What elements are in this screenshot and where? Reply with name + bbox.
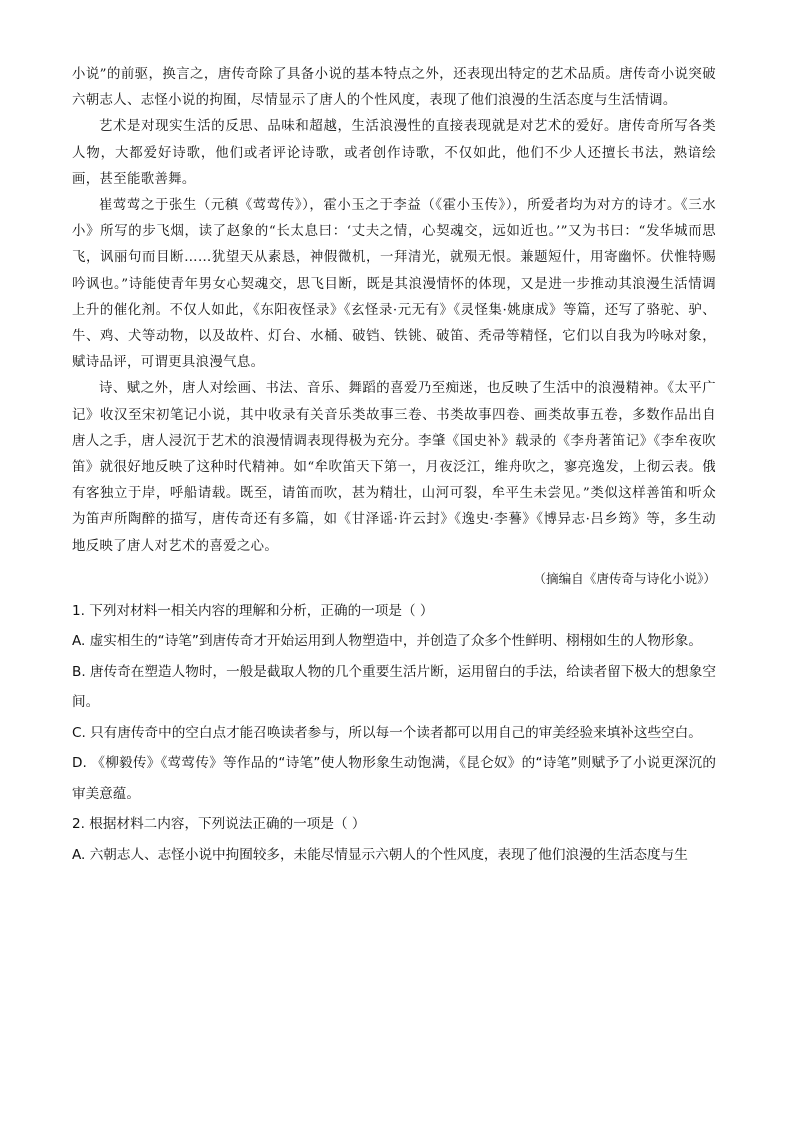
question-option: A. 虚实相生的“诗笔”到唐传奇才开始运用到人物塑造中，并创造了众多个性鲜明、栩栩如生的人物形象。	[72, 633, 702, 650]
question-option: C. 只有唐传奇中的空白点才能召唤读者参与，所以每一个读者都可以用自己的审美经验来填补这些空白。	[72, 724, 702, 741]
passage-paragraph: 崔莺莺之于张生（元稹《莺莺传》），霍小玉之于李益（《霍小玉传》），所爱者均为对方的诗才。《三水小》所写的步飞烟，读了赵象的“长太息曰：‘丈夫之情，心契魂交，远如近也。’”又为书曰：“发华城而思飞，讽丽句而目断……犹望天从素恳，神假微机，一拜清光，就殒无恨。兼题短什，用寄幽怀。伏惟特赐吟讽也。”诗能使青年男女心契魂交，思飞目断，既是其浪漫情怀的体现，又是进一步推动其浪漫生活情调上升的催化剂。不仅人如此，《东阳夜怪录》《玄怪录·元无有》《灵怪集·姚康成》等篇，还写了骆驼、驴、牛、鸡、犬等动物，以及故杵、灯台、水桶、破铛、铁铫、破笛、秃帚等精怪，它们以自我为吟咏对象，赋诗品评，可谓更具浪漫气息。	[72, 198, 716, 371]
document-page	[72, 62, 716, 870]
question-stem: 2. 根据材料二内容，下列说法正确的一项是（ ）	[72, 816, 366, 833]
passage-paragraph: 诗、赋之外，唐人对绘画、书法、音乐、舞蹈的喜爱乃至痴迷，也反映了生活中的浪漫精神。《太平广记》收汉至宋初笔记小说，其中收录有关音乐类故事三卷、书类故事四卷、画类故事五卷，多数作品出自唐人之手，唐人浸沉于艺术的浪漫情调表现得极为充分。李肇《国史补》载录的《李舟著笛记》《李牟夜吹笛》就很好地反映了这种时代精神。如“牟吹笛天下第一，月夜泛江，维舟吹之，寥亮逸发，上彻云表。俄有客独立于岸，呼船请载。既至，请笛而吹，甚为精壮，山河可裂，牟平生未尝见。”类似这样善笛和听众为笛声所陶醉的描写，唐传奇还有多篇，如《甘泽谣·许云封》《逸史·李謩》《博异志·吕乡筠》等，多生动地反映了唐人对艺术的喜爱之心。	[72, 381, 716, 554]
question-stem: 1. 下列对材料一相关内容的理解和分析，正确的一项是（ ）	[72, 602, 434, 619]
passage-paragraph: 小说”的前驱，换言之，唐传奇除了具备小说的基本特点之外，还表现出特定的艺术品质。唐传奇小说突破六朝志人、志怪小说的拘囿，尽情显示了唐人的个性风度，表现了他们浪漫的生活态度与生活情调。	[72, 67, 716, 109]
source-citation: （摘编自《唐传奇与诗化小说》）	[533, 570, 716, 586]
question-option: A. 六朝志人、志怪小说中拘囿较多，未能尽情显示六朝人的个性风度，表现了他们浪漫的生活态度与生	[72, 846, 688, 863]
passage-paragraph: 艺术是对现实生活的反思、品味和超越，生活浪漫性的直接表现就是对艺术的爱好。唐传奇所写各类人物，大都爱好诗歌，他们或者评论诗歌，或者创作诗歌，不仅如此，他们不少人还擅长书法，熟谙绘画，甚至能歌善舞。	[72, 119, 716, 187]
question-option: D. 《柳毅传》《莺莺传》等作品的“诗笔”使人物形象生动饱满，《昆仑奴》的“诗笔”则赋予了小说更深沉的审美意蕴。	[72, 755, 716, 802]
question-option: B. 唐传奇在塑造人物时，一般是截取人物的几个重要生活片断，运用留白的手法，给读者留下极大的想象空间。	[72, 663, 716, 711]
